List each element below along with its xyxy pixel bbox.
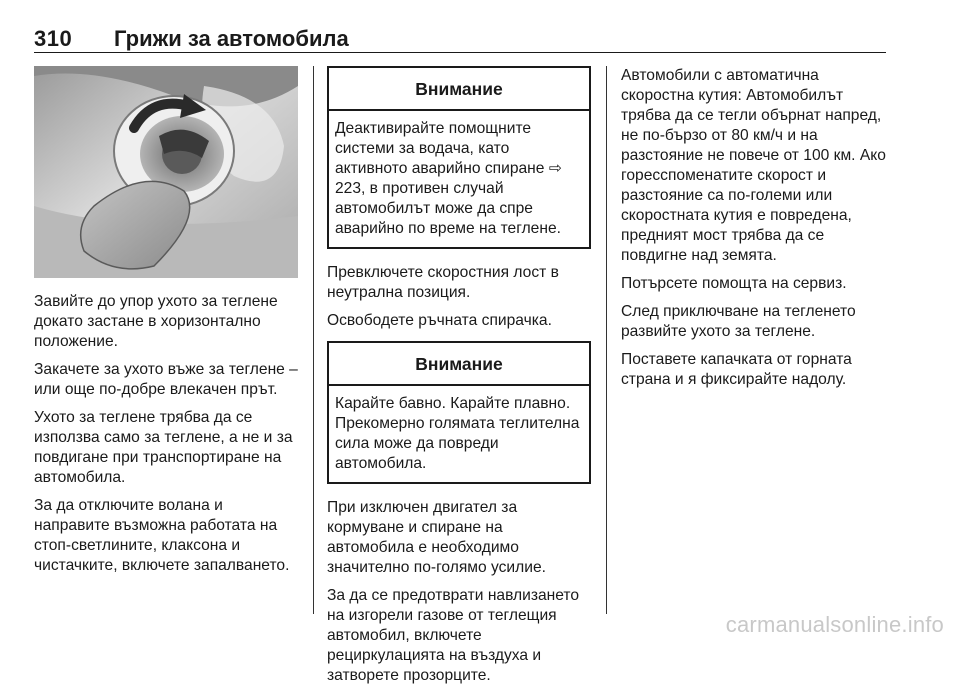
page-number: 310	[34, 26, 73, 51]
paragraph: Освободете ръчната спирачка.	[327, 312, 552, 329]
bumper-photo	[34, 66, 298, 278]
tow-eye-illustration	[34, 66, 298, 278]
column-1	[34, 292, 300, 584]
warning-title: Внимание	[329, 68, 589, 111]
paragraph: След приключване на тегленето развийте ухото за теглене.	[621, 303, 856, 340]
watermark: carmanualsonline.info	[725, 612, 944, 637]
warning-text: Карайте бавно. Карайте плавно. Прекомерно голямата теглителна сила може да повреди автомобила.	[335, 395, 580, 472]
column-3	[621, 66, 889, 398]
paragraph: При изключен двигател за кормуване и спиране на автомобила е необходимо значително по-голямо усилие.	[327, 499, 546, 576]
header-rule	[34, 52, 886, 53]
paragraph: Закачете за ухото въже за теглене – или още по-добре влекачен прът.	[34, 361, 298, 398]
warning-title: Внимание	[329, 343, 589, 386]
paragraph: Завийте до упор ухото за теглене докато застане в хоризонтално положение.	[34, 293, 278, 350]
column-divider	[606, 66, 607, 614]
paragraph: За да отключите волана и направите възможна работата на стоп-светлините, клаксона и чистачките, включете запалването.	[34, 497, 290, 574]
column-divider	[313, 66, 314, 614]
warning-box	[327, 66, 591, 249]
warning-box	[327, 341, 591, 484]
column-2	[327, 66, 591, 694]
warning-text: Деактивирайте помощните системи за водача, като активното аварийно спиране ⇨ 223, в противен случай автомобилът може да спре аварийно по време на теглене.	[335, 120, 562, 237]
paragraph: Превключете скоростния лост в неутрална позиция.	[327, 264, 559, 301]
page-reference-arrow-icon: ⇨	[548, 160, 562, 177]
page-title: Грижи за автомобила	[114, 26, 349, 51]
paragraph: Ухото за теглене трябва да се използва само за теглене, а не и за повдигане при транспортиране на автомобила.	[34, 409, 293, 486]
paragraph: Потърсете помощта на сервиз.	[621, 275, 847, 292]
paragraph: Автомобили с автоматична скоростна кутия: Автомобилът трябва да се тегли обърнат напред, не по-бързо от 80 км/ч и на разстояние не повече от 100 км. Ако горесспоменатите скорост и разстояние са по-големи или скоростната кутия е повредена, предният мост трябва да се повдигне над земята.	[621, 67, 886, 264]
paragraph: За да се предотврати навлизането на изгорели газове от теглещия автомобил, включете рециркулацията на въздуха и затворете прозорците.	[327, 587, 580, 684]
paragraph: Поставете капачката от горната страна и я фиксирайте надолу.	[621, 351, 852, 388]
